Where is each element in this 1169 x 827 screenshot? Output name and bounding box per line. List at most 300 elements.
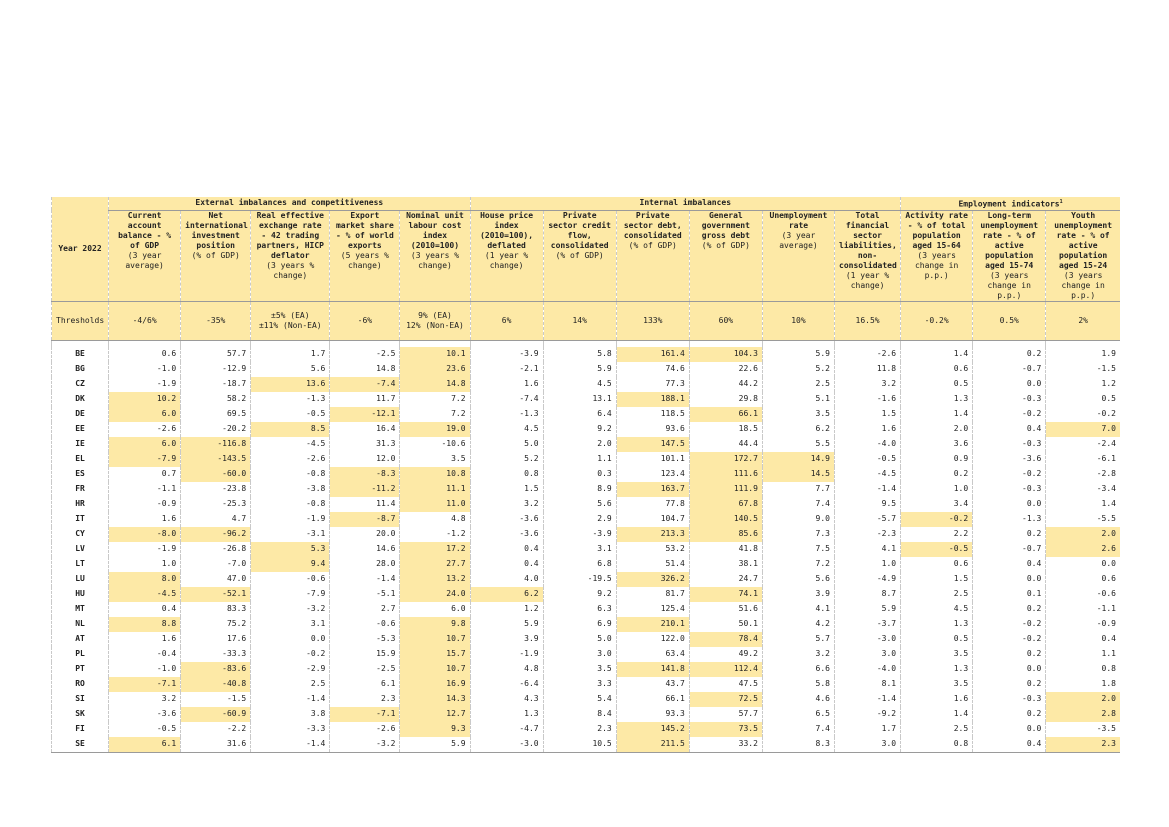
table-row <box>52 677 1121 692</box>
indicator-cell: 43.7 <box>616 677 689 692</box>
indicator-cell: -0.3 <box>973 692 1046 707</box>
indicator-cell: 9.5 <box>835 497 901 512</box>
indicator-cell: 112.4 <box>689 662 762 677</box>
table-row <box>52 692 1121 707</box>
indicator-cell: -4.0 <box>835 437 901 452</box>
indicator-cell: 0.6 <box>1046 572 1120 587</box>
group-external-imbalances: External imbalances and competitiveness <box>109 197 470 210</box>
indicator-cell: 14.8 <box>330 362 400 377</box>
indicator-cell: 4.7 <box>181 512 251 527</box>
indicator-cell: 31.3 <box>330 437 400 452</box>
table-row <box>52 632 1121 647</box>
country-rows <box>52 347 1121 753</box>
indicator-cell: -12.9 <box>181 362 251 377</box>
indicator-cell: 63.4 <box>616 647 689 662</box>
indicator-cell: 9.8 <box>400 617 470 632</box>
indicator-cell: 1.6 <box>901 692 973 707</box>
indicator-cell: 5.2 <box>762 362 834 377</box>
indicator-cell: 8.0 <box>109 572 181 587</box>
indicator-cell: 210.1 <box>616 617 689 632</box>
indicator-cell: 12.0 <box>330 452 400 467</box>
indicator-cell: 0.4 <box>973 422 1046 437</box>
indicator-cell: 6.3 <box>543 602 616 617</box>
indicator-cell: 4.6 <box>762 692 834 707</box>
indicator-cell: 4.8 <box>400 512 470 527</box>
indicator-cell: -2.6 <box>835 347 901 362</box>
indicator-cell: -0.2 <box>973 617 1046 632</box>
indicator-cell: 1.5 <box>835 407 901 422</box>
indicator-cell: 5.8 <box>762 677 834 692</box>
indicator-cell: 3.5 <box>901 647 973 662</box>
indicator-cell: 4.0 <box>470 572 543 587</box>
indicator-cell: -2.8 <box>1046 467 1120 482</box>
indicator-cell: 3.3 <box>543 677 616 692</box>
indicator-cell: 81.7 <box>616 587 689 602</box>
indicator-cell: 10.1 <box>400 347 470 362</box>
indicator-cell: -3.4 <box>1046 482 1120 497</box>
indicator-cell: 3.5 <box>543 662 616 677</box>
column-header <box>330 210 400 301</box>
indicator-cell: -2.4 <box>1046 437 1120 452</box>
indicator-cell: 5.7 <box>762 632 834 647</box>
indicator-cell: 0.8 <box>901 737 973 753</box>
indicator-cell: 1.8 <box>1046 677 1120 692</box>
indicator-cell: 188.1 <box>616 392 689 407</box>
indicator-cell: -8.0 <box>109 527 181 542</box>
indicator-cell: -2.5 <box>330 662 400 677</box>
indicator-cell: 38.1 <box>689 557 762 572</box>
table-row <box>52 542 1121 557</box>
indicator-cell: 122.0 <box>616 632 689 647</box>
indicator-cell: -0.8 <box>251 467 330 482</box>
indicator-cell: -0.2 <box>973 467 1046 482</box>
indicator-cell: 1.6 <box>835 422 901 437</box>
indicator-cell: 1.6 <box>470 377 543 392</box>
indicator-cell: 47.5 <box>689 677 762 692</box>
indicator-cell: 3.0 <box>543 647 616 662</box>
indicator-cell: 93.3 <box>616 707 689 722</box>
indicator-cell: -25.3 <box>181 497 251 512</box>
indicator-cell: 0.5 <box>901 632 973 647</box>
table-row <box>52 557 1121 572</box>
indicator-cell: 5.1 <box>762 392 834 407</box>
indicator-cell: 141.8 <box>616 662 689 677</box>
indicator-cell: 74.6 <box>616 362 689 377</box>
threshold-value: 0.5% <box>973 301 1046 340</box>
indicator-cell: 2.0 <box>543 437 616 452</box>
indicator-cell: 44.2 <box>689 377 762 392</box>
column-title: Private sector credit flow, consolidated <box>548 210 611 250</box>
indicator-cell: 66.1 <box>689 407 762 422</box>
indicator-cell: 22.6 <box>689 362 762 377</box>
indicator-cell: 0.0 <box>251 632 330 647</box>
table-row <box>52 407 1121 422</box>
indicator-cell: -4.0 <box>835 662 901 677</box>
indicator-cell: -1.5 <box>181 692 251 707</box>
indicator-cell: -4.5 <box>835 467 901 482</box>
indicator-cell: -2.6 <box>109 422 181 437</box>
indicator-cell: -3.9 <box>543 527 616 542</box>
indicator-cell: 8.5 <box>251 422 330 437</box>
indicator-cell: -19.5 <box>543 572 616 587</box>
column-unit: (% of GDP) <box>628 240 677 250</box>
indicator-cell: 1.3 <box>901 392 973 407</box>
country-code: PT <box>52 662 109 677</box>
indicator-cell: 1.0 <box>109 557 181 572</box>
indicator-cell: 14.9 <box>762 452 834 467</box>
indicator-cell: 14.5 <box>762 467 834 482</box>
indicator-cell: 18.5 <box>689 422 762 437</box>
indicator-cell: 0.0 <box>973 572 1046 587</box>
indicator-cell: 2.0 <box>901 422 973 437</box>
indicator-cell: 77.3 <box>616 377 689 392</box>
country-code: NL <box>52 617 109 632</box>
country-code: FI <box>52 722 109 737</box>
table-row <box>52 422 1121 437</box>
indicator-cell: 2.3 <box>1046 737 1120 753</box>
indicator-cell: 104.3 <box>689 347 762 362</box>
mip-scoreboard-table <box>51 197 1120 753</box>
country-code: SI <box>52 692 109 707</box>
indicator-cell: -2.2 <box>181 722 251 737</box>
indicator-cell: 1.3 <box>901 617 973 632</box>
country-code: IE <box>52 437 109 452</box>
table-row <box>52 587 1121 602</box>
indicator-cell: 58.2 <box>181 392 251 407</box>
column-unit: (3 year average) <box>779 230 818 250</box>
indicator-cell: 9.4 <box>251 557 330 572</box>
indicator-cell: -0.8 <box>251 497 330 512</box>
indicator-cell: 3.2 <box>762 647 834 662</box>
indicator-cell: 4.5 <box>543 377 616 392</box>
country-code: EL <box>52 452 109 467</box>
indicator-cell: 1.5 <box>470 482 543 497</box>
indicator-cell: 67.8 <box>689 497 762 512</box>
indicator-cell: 4.3 <box>470 692 543 707</box>
indicator-cell: -0.9 <box>109 497 181 512</box>
indicator-cell: 20.0 <box>330 527 400 542</box>
indicator-cell: 8.9 <box>543 482 616 497</box>
indicator-cell: 0.0 <box>1046 557 1120 572</box>
column-title: Real effective exchange rate - 42 trading partners, HICP deflator <box>256 210 324 260</box>
indicator-cell: 6.8 <box>543 557 616 572</box>
indicator-cell: 147.5 <box>616 437 689 452</box>
indicator-cell: -1.9 <box>251 512 330 527</box>
table-row <box>52 707 1121 722</box>
indicator-cell: -2.9 <box>251 662 330 677</box>
country-code: SE <box>52 737 109 753</box>
indicator-cell: 2.5 <box>901 722 973 737</box>
country-code: ES <box>52 467 109 482</box>
indicator-cell: 75.2 <box>181 617 251 632</box>
indicator-cell: 10.8 <box>400 467 470 482</box>
column-unit: (3 years % change) <box>410 250 460 270</box>
indicator-cell: 163.7 <box>616 482 689 497</box>
indicator-cell: -4.7 <box>470 722 543 737</box>
country-code: MT <box>52 602 109 617</box>
indicator-cell: 6.1 <box>109 737 181 753</box>
indicator-cell: -0.9 <box>1046 617 1120 632</box>
indicator-cell: 31.6 <box>181 737 251 753</box>
column-unit: (1 year % change) <box>484 250 529 270</box>
indicator-cell: 51.4 <box>616 557 689 572</box>
indicator-cell: -6.4 <box>470 677 543 692</box>
indicator-cell: 0.2 <box>973 527 1046 542</box>
indicator-cell: 44.4 <box>689 437 762 452</box>
indicator-cell: -20.2 <box>181 422 251 437</box>
indicator-cell: 15.9 <box>330 647 400 662</box>
indicator-cell: -1.5 <box>1046 362 1120 377</box>
indicator-cell: -0.5 <box>835 452 901 467</box>
indicator-cell: -7.4 <box>330 377 400 392</box>
indicator-cell: -3.6 <box>470 512 543 527</box>
indicator-cell: 11.0 <box>400 497 470 512</box>
indicator-cell: 1.1 <box>543 452 616 467</box>
country-code: BE <box>52 347 109 362</box>
indicator-cell: 11.8 <box>835 362 901 377</box>
indicator-cell: 6.0 <box>109 437 181 452</box>
indicator-cell: 2.0 <box>1046 692 1120 707</box>
indicator-cell: 2.6 <box>1046 542 1120 557</box>
indicator-cell: 3.0 <box>835 737 901 753</box>
indicator-cell: 57.7 <box>181 347 251 362</box>
indicator-cell: -83.6 <box>181 662 251 677</box>
indicator-cell: 0.9 <box>901 452 973 467</box>
indicator-cell: 1.4 <box>901 407 973 422</box>
indicator-cell: -8.3 <box>330 467 400 482</box>
indicator-cell: 161.4 <box>616 347 689 362</box>
indicator-cell: 16.9 <box>400 677 470 692</box>
column-title: Export market share - % of world exports <box>335 210 394 250</box>
indicator-cell: 1.2 <box>470 602 543 617</box>
indicator-cell: -7.0 <box>181 557 251 572</box>
column-title: Nominal unit labour cost index (2010=100) <box>406 210 464 250</box>
column-title: Youth unemployment rate - % of active population aged 15-24 <box>1054 210 1113 270</box>
indicator-cell: 11.1 <box>400 482 470 497</box>
indicator-cell: -3.6 <box>109 707 181 722</box>
indicator-cell: 0.2 <box>973 347 1046 362</box>
column-title: Net international investment position <box>185 210 248 250</box>
indicator-cell: -9.2 <box>835 707 901 722</box>
indicator-cell: 23.6 <box>400 362 470 377</box>
threshold-value: 14% <box>543 301 616 340</box>
indicator-cell: 24.7 <box>689 572 762 587</box>
table-row <box>52 512 1121 527</box>
indicator-cell: 8.3 <box>762 737 834 753</box>
indicator-cell: 5.4 <box>543 692 616 707</box>
indicator-cell: 13.1 <box>543 392 616 407</box>
indicator-cell: 0.4 <box>973 737 1046 753</box>
indicator-cell: -8.7 <box>330 512 400 527</box>
indicator-cell: 7.7 <box>762 482 834 497</box>
indicator-cell: -0.2 <box>1046 407 1120 422</box>
indicator-cell: -0.2 <box>973 407 1046 422</box>
indicator-cell: 69.5 <box>181 407 251 422</box>
indicator-cell: 7.2 <box>400 392 470 407</box>
country-code: HR <box>52 497 109 512</box>
indicator-cell: -1.0 <box>109 662 181 677</box>
table-row <box>52 662 1121 677</box>
indicator-cell: -4.5 <box>251 437 330 452</box>
indicator-cell: -0.3 <box>973 392 1046 407</box>
indicator-cell: 6.4 <box>543 407 616 422</box>
indicator-cell: 3.6 <box>901 437 973 452</box>
indicator-cell: 6.0 <box>400 602 470 617</box>
indicator-cell: -1.4 <box>835 692 901 707</box>
indicator-cell: 16.4 <box>330 422 400 437</box>
indicator-cell: 6.2 <box>762 422 834 437</box>
threshold-value: 10% <box>762 301 834 340</box>
column-header <box>1046 210 1120 301</box>
country-code: FR <box>52 482 109 497</box>
column-unit: (% of GDP) <box>191 250 240 260</box>
indicator-cell: -18.7 <box>181 377 251 392</box>
column-header <box>616 210 689 301</box>
indicator-cell: 3.2 <box>470 497 543 512</box>
indicator-cell: -0.2 <box>973 632 1046 647</box>
indicator-cell: 0.0 <box>973 377 1046 392</box>
column-header <box>689 210 762 301</box>
indicator-cell: 6.6 <box>762 662 834 677</box>
table-row <box>52 482 1121 497</box>
indicator-cell: 2.3 <box>330 692 400 707</box>
indicator-cell: 1.4 <box>901 707 973 722</box>
indicator-cell: 145.2 <box>616 722 689 737</box>
indicator-cell: 24.0 <box>400 587 470 602</box>
indicator-cell: -1.6 <box>835 392 901 407</box>
indicator-cell: 4.8 <box>470 662 543 677</box>
indicator-cell: 0.0 <box>973 497 1046 512</box>
indicator-cell: -0.7 <box>973 542 1046 557</box>
indicator-cell: 0.8 <box>470 467 543 482</box>
column-header-row <box>52 210 1121 301</box>
indicator-cell: 5.6 <box>251 362 330 377</box>
indicator-cell: 5.9 <box>835 602 901 617</box>
indicator-cell: -1.4 <box>251 692 330 707</box>
indicator-cell: 3.1 <box>251 617 330 632</box>
table-row <box>52 647 1121 662</box>
indicator-cell: 5.6 <box>543 497 616 512</box>
indicator-cell: -2.6 <box>330 722 400 737</box>
indicator-cell: 0.6 <box>901 362 973 377</box>
indicator-cell: 7.3 <box>762 527 834 542</box>
column-unit: (5 years % change) <box>340 250 389 270</box>
threshold-value: ±5% (EA) ±11% (Non-EA) <box>251 301 330 340</box>
indicator-cell: 1.2 <box>1046 377 1120 392</box>
indicator-cell: -0.3 <box>973 437 1046 452</box>
indicator-cell: 104.7 <box>616 512 689 527</box>
indicator-cell: -60.0 <box>181 467 251 482</box>
indicator-cell: 14.6 <box>330 542 400 557</box>
indicator-cell: 4.2 <box>762 617 834 632</box>
table-row <box>52 392 1121 407</box>
indicator-cell: 3.8 <box>251 707 330 722</box>
column-title: Private sector debt, consolidated <box>623 210 682 240</box>
indicator-cell: -1.9 <box>470 647 543 662</box>
indicator-cell: -1.4 <box>835 482 901 497</box>
country-code: LT <box>52 557 109 572</box>
indicator-cell: 27.7 <box>400 557 470 572</box>
country-code: CZ <box>52 377 109 392</box>
indicator-cell: 2.9 <box>543 512 616 527</box>
indicator-cell: -1.2 <box>400 527 470 542</box>
indicator-cell: -3.2 <box>251 602 330 617</box>
indicator-cell: 9.3 <box>400 722 470 737</box>
indicator-cell: 213.3 <box>616 527 689 542</box>
indicator-cell: 78.4 <box>689 632 762 647</box>
indicator-cell: 28.0 <box>330 557 400 572</box>
indicator-cell: -7.9 <box>109 452 181 467</box>
indicator-cell: 0.2 <box>973 602 1046 617</box>
column-unit: (3 years % change) <box>266 260 315 280</box>
indicator-cell: 4.5 <box>470 422 543 437</box>
indicator-cell: -3.2 <box>330 737 400 753</box>
indicator-cell: 1.6 <box>109 632 181 647</box>
indicator-cell: -1.0 <box>109 362 181 377</box>
indicator-cell: -10.6 <box>400 437 470 452</box>
country-code: PL <box>52 647 109 662</box>
indicator-cell: 211.5 <box>616 737 689 753</box>
country-code: EE <box>52 422 109 437</box>
indicator-cell: -1.9 <box>109 377 181 392</box>
indicator-cell: 83.3 <box>181 602 251 617</box>
column-header <box>973 210 1046 301</box>
indicator-cell: 0.4 <box>470 557 543 572</box>
indicator-cell: -5.3 <box>330 632 400 647</box>
indicator-cell: 1.3 <box>901 662 973 677</box>
indicator-cell: 0.0 <box>973 722 1046 737</box>
indicator-cell: -1.3 <box>251 392 330 407</box>
indicator-cell: 3.2 <box>109 692 181 707</box>
indicator-cell: 1.0 <box>901 482 973 497</box>
indicator-cell: 10.7 <box>400 632 470 647</box>
indicator-cell: 3.4 <box>901 497 973 512</box>
indicator-cell: -4.9 <box>835 572 901 587</box>
indicator-cell: 8.1 <box>835 677 901 692</box>
indicator-cell: -0.3 <box>973 482 1046 497</box>
indicator-cell: 10.7 <box>400 662 470 677</box>
indicator-cell: 3.2 <box>835 377 901 392</box>
indicator-cell: 2.7 <box>330 602 400 617</box>
indicator-cell: 6.9 <box>543 617 616 632</box>
indicator-cell: -5.5 <box>1046 512 1120 527</box>
indicator-cell: 0.4 <box>973 557 1046 572</box>
indicator-cell: 326.2 <box>616 572 689 587</box>
country-code: BG <box>52 362 109 377</box>
indicator-cell: 5.0 <box>470 437 543 452</box>
indicator-cell: 29.8 <box>689 392 762 407</box>
country-code: LV <box>52 542 109 557</box>
indicator-cell: 0.0 <box>973 662 1046 677</box>
indicator-cell: 1.3 <box>470 707 543 722</box>
indicator-cell: 10.2 <box>109 392 181 407</box>
indicator-cell: 5.3 <box>251 542 330 557</box>
country-code: AT <box>52 632 109 647</box>
indicator-cell: 4.1 <box>762 602 834 617</box>
indicator-cell: 0.5 <box>1046 392 1120 407</box>
indicator-cell: 0.3 <box>543 467 616 482</box>
indicator-cell: -0.5 <box>251 407 330 422</box>
indicator-cell: 47.0 <box>181 572 251 587</box>
indicator-cell: 33.2 <box>689 737 762 753</box>
indicator-cell: -0.5 <box>901 542 973 557</box>
indicator-cell: -143.5 <box>181 452 251 467</box>
indicator-cell: 5.2 <box>470 452 543 467</box>
indicator-cell: 5.8 <box>543 347 616 362</box>
indicator-cell: 51.6 <box>689 602 762 617</box>
threshold-value: 133% <box>616 301 689 340</box>
column-unit: (3 year average) <box>125 250 164 270</box>
